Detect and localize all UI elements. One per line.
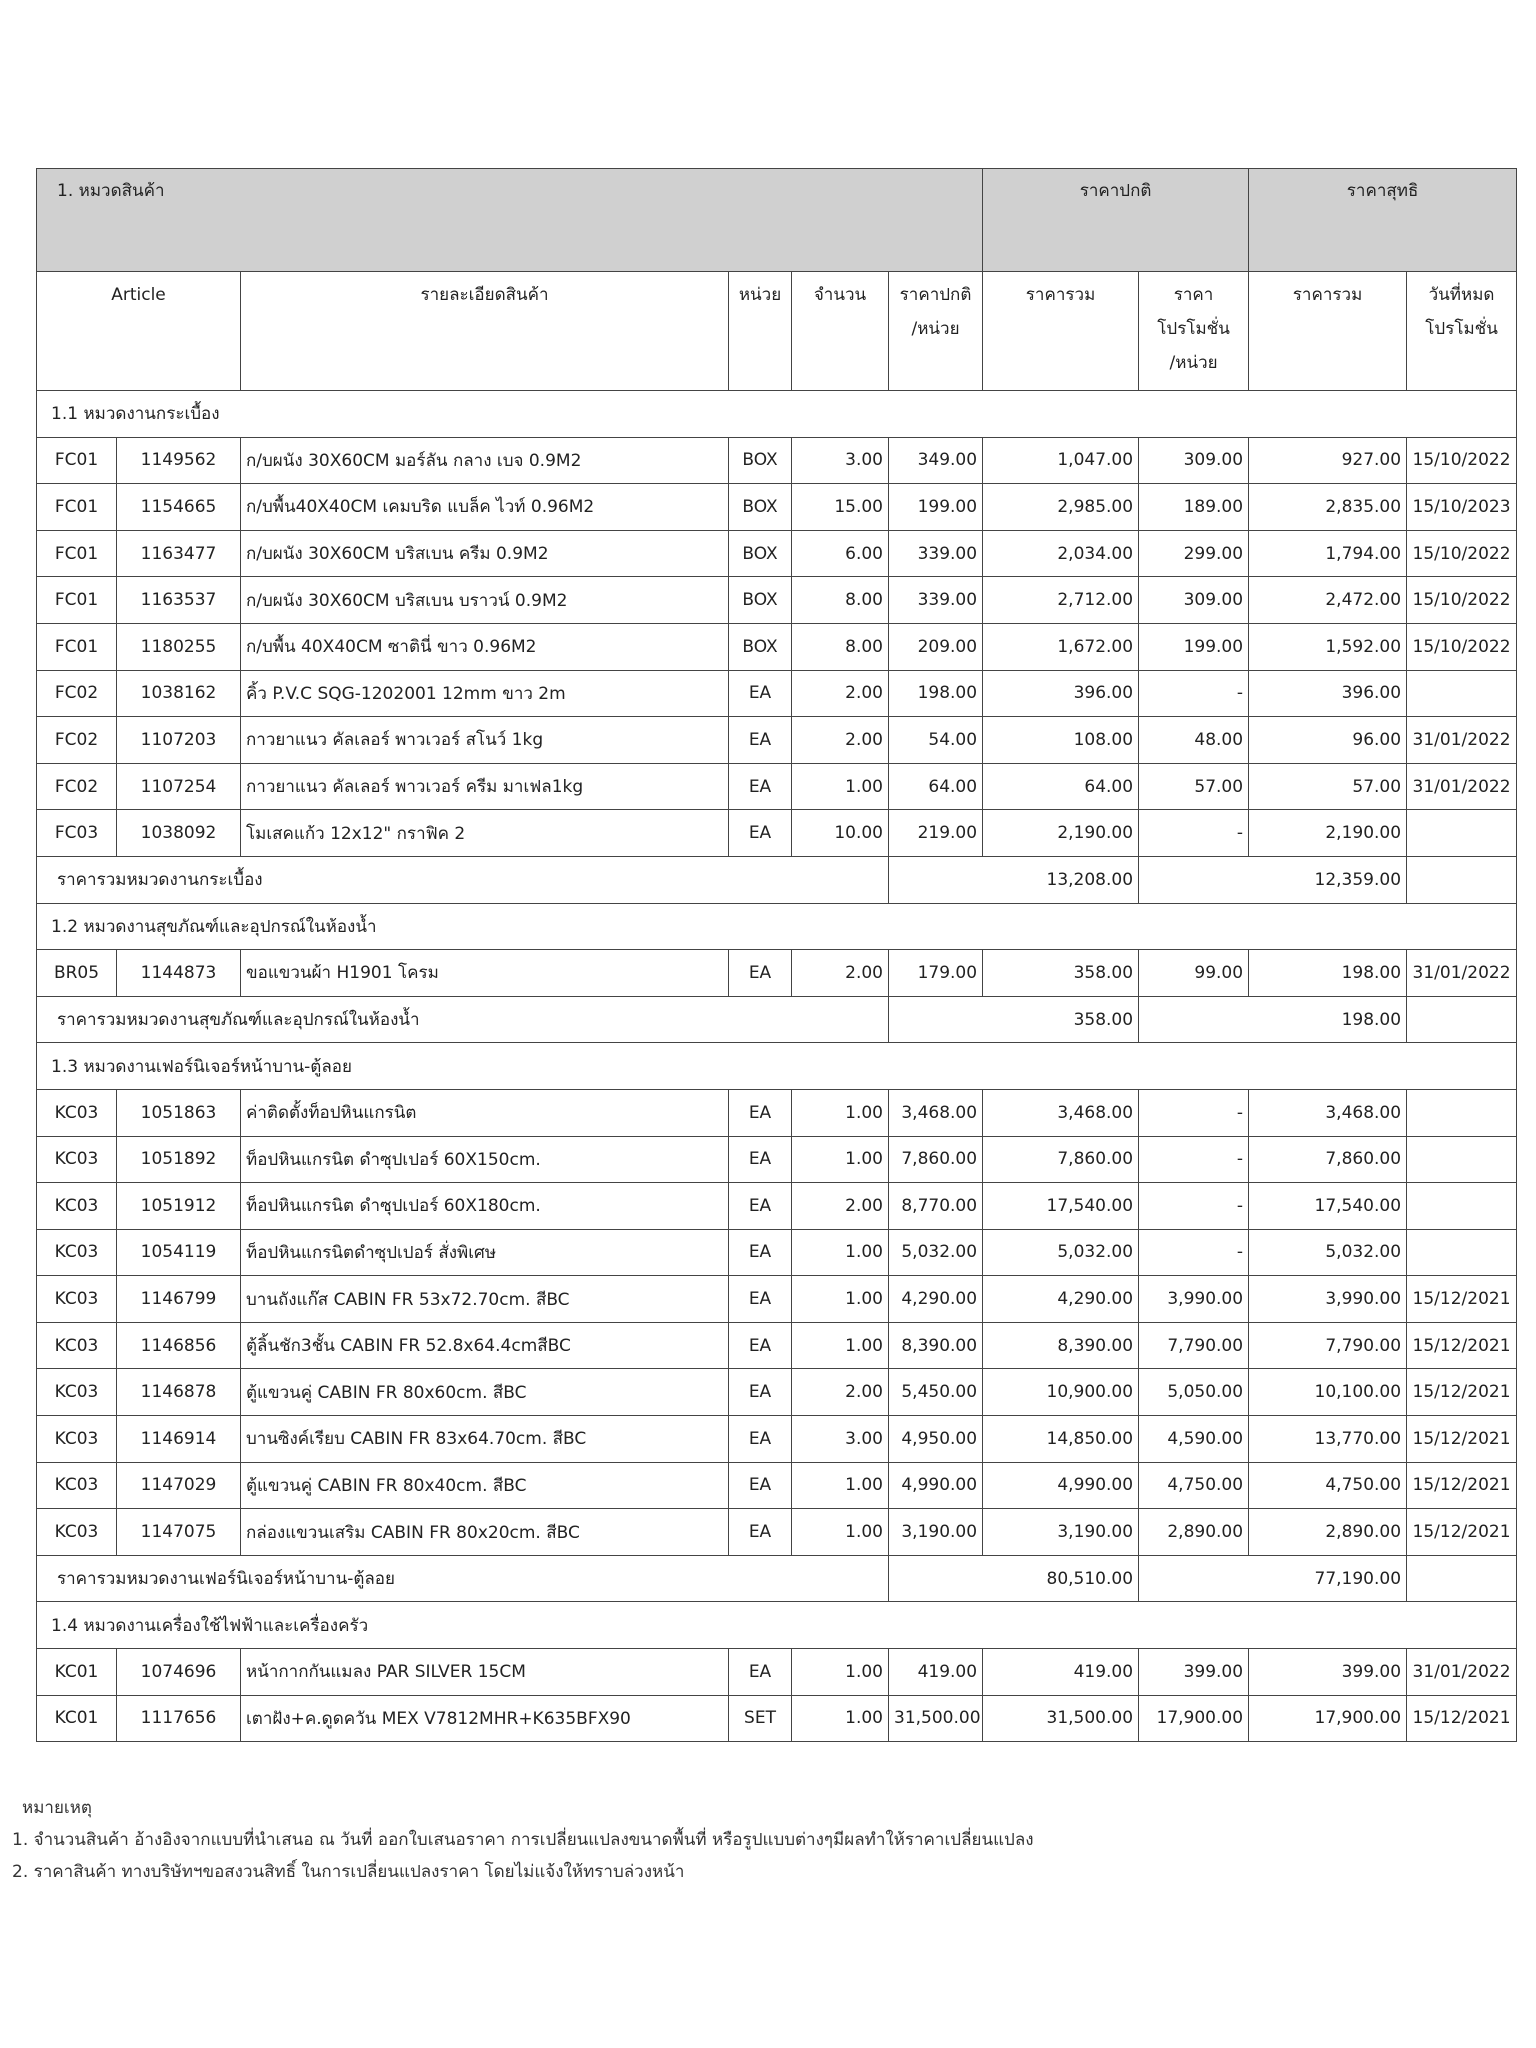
promo-price: 309.00	[1139, 577, 1249, 624]
subtotal-blank	[1407, 996, 1517, 1043]
section-title: 1.3 หมวดงานเฟอร์นิเจอร์หน้าบาน-ตู้ลอย	[37, 1043, 1517, 1090]
article-number: 1163477	[117, 530, 241, 577]
item-detail: ตู้แขวนคู่ CABIN FR 80x40cm. สีBC	[241, 1462, 729, 1509]
item-detail: ตู้แขวนคู่ CABIN FR 80x60cm. สีBC	[241, 1369, 729, 1416]
article-number: 1147075	[117, 1509, 241, 1556]
item-unit: EA	[729, 1462, 792, 1509]
net-total: 57.00	[1249, 763, 1407, 810]
unit-price: 4,950.00	[889, 1416, 983, 1463]
subtotal-regular: 80,510.00	[889, 1555, 1139, 1602]
net-total: 1,592.00	[1249, 623, 1407, 670]
item-qty: 1.00	[792, 1695, 889, 1742]
article-number: 1107203	[117, 717, 241, 764]
promo-price: 399.00	[1139, 1649, 1249, 1696]
table-row	[37, 950, 1517, 997]
category-code: FC01	[37, 437, 117, 484]
article-number: 1117656	[117, 1695, 241, 1742]
net-total: 10,100.00	[1249, 1369, 1407, 1416]
item-qty: 1.00	[792, 1229, 889, 1276]
line-total: 8,390.00	[983, 1322, 1139, 1369]
item-qty: 2.00	[792, 1183, 889, 1230]
unit-price: 339.00	[889, 577, 983, 624]
promo-price: -	[1139, 1136, 1249, 1183]
unit-price: 4,990.00	[889, 1462, 983, 1509]
item-detail: ก/บพื้น 40X40CM ซาตินี่ ขาว 0.96M2	[241, 623, 729, 670]
article-number: 1163537	[117, 577, 241, 624]
promo-price: -	[1139, 670, 1249, 717]
line-total: 396.00	[983, 670, 1139, 717]
subtotal-label: ราคารวมหมวดงานกระเบื้อง	[37, 856, 889, 903]
net-total: 198.00	[1249, 950, 1407, 997]
promo-price: -	[1139, 1229, 1249, 1276]
promo-price: -	[1139, 1183, 1249, 1230]
promo-end-date: 31/01/2022	[1407, 717, 1517, 764]
section-title: 1.1 หมวดงานกระเบื้อง	[37, 391, 1517, 438]
category-code: KC03	[37, 1183, 117, 1230]
promo-price: 5,050.00	[1139, 1369, 1249, 1416]
net-total: 4,750.00	[1249, 1462, 1407, 1509]
line-total: 4,290.00	[983, 1276, 1139, 1323]
promo-end-date: 15/10/2022	[1407, 623, 1517, 670]
unit-price: 8,390.00	[889, 1322, 983, 1369]
item-qty: 1.00	[792, 1462, 889, 1509]
line-total: 3,468.00	[983, 1089, 1139, 1136]
table-row	[37, 763, 1517, 810]
promo-end-date: 15/10/2022	[1407, 530, 1517, 577]
net-total: 396.00	[1249, 670, 1407, 717]
item-unit: EA	[729, 1136, 792, 1183]
item-unit: EA	[729, 670, 792, 717]
promo-end-date: 15/10/2022	[1407, 437, 1517, 484]
item-detail: ก/บพื้น40X40CM เคมบริด แบล็ค ไวท์ 0.96M2	[241, 484, 729, 531]
net-total: 7,790.00	[1249, 1322, 1407, 1369]
category-code: KC03	[37, 1462, 117, 1509]
item-qty: 1.00	[792, 1322, 889, 1369]
category-code: KC03	[37, 1089, 117, 1136]
article-number: 1180255	[117, 623, 241, 670]
item-detail: ก/บผนัง 30X60CM บริสเบน ครีม 0.9M2	[241, 530, 729, 577]
net-total: 3,990.00	[1249, 1276, 1407, 1323]
item-unit: EA	[729, 1322, 792, 1369]
line-total: 2,985.00	[983, 484, 1139, 531]
item-qty: 8.00	[792, 623, 889, 670]
promo-end-date: 15/12/2021	[1407, 1416, 1517, 1463]
item-unit: BOX	[729, 577, 792, 624]
item-detail: คิ้ว P.V.C SQG-1202001 12mm ขาว 2m	[241, 670, 729, 717]
item-unit: EA	[729, 1369, 792, 1416]
section-title-row	[37, 1043, 1517, 1090]
subtotal-label: ราคารวมหมวดงานเฟอร์นิเจอร์หน้าบาน-ตู้ลอย	[37, 1555, 889, 1602]
item-qty: 1.00	[792, 1509, 889, 1556]
item-unit: EA	[729, 1229, 792, 1276]
item-qty: 10.00	[792, 810, 889, 857]
line-total: 419.00	[983, 1649, 1139, 1696]
promo-end-date	[1407, 1183, 1517, 1230]
col-total: ราคารวม	[983, 272, 1139, 391]
item-unit: EA	[729, 950, 792, 997]
subtotal-net: 77,190.00	[1139, 1555, 1407, 1602]
line-total: 14,850.00	[983, 1416, 1139, 1463]
item-detail: ตู้ลิ้นชัก3ชั้น CABIN FR 52.8x64.4cmสีBC	[241, 1322, 729, 1369]
article-number: 1038162	[117, 670, 241, 717]
item-detail: ขอแขวนผ้า H1901 โครม	[241, 950, 729, 997]
unit-price: 419.00	[889, 1649, 983, 1696]
article-number: 1054119	[117, 1229, 241, 1276]
section-title: 1.2 หมวดงานสุขภัณฑ์และอุปกรณ์ในห้องน้ำ	[37, 903, 1517, 950]
item-detail: ท็อปหินแกรนิต ดำซุปเปอร์ 60X180cm.	[241, 1183, 729, 1230]
table-row	[37, 1416, 1517, 1463]
promo-end-date: 15/12/2021	[1407, 1462, 1517, 1509]
line-total: 4,990.00	[983, 1462, 1139, 1509]
article-number: 1146878	[117, 1369, 241, 1416]
col-promo-price: ราคา โปรโมชั่น /หน่วย	[1139, 272, 1249, 391]
item-unit: BOX	[729, 623, 792, 670]
item-qty: 2.00	[792, 670, 889, 717]
item-detail: ท็อปหินแกรนิตดำซุปเปอร์ สั่งพิเศษ	[241, 1229, 729, 1276]
item-unit: EA	[729, 1276, 792, 1323]
category-header: 1. หมวดสินค้า	[37, 169, 983, 272]
item-unit: BOX	[729, 484, 792, 531]
article-number: 1144873	[117, 950, 241, 997]
line-total: 1,672.00	[983, 623, 1139, 670]
item-unit: SET	[729, 1695, 792, 1742]
line-total: 358.00	[983, 950, 1139, 997]
table-row	[37, 1369, 1517, 1416]
line-total: 3,190.00	[983, 1509, 1139, 1556]
promo-price: 309.00	[1139, 437, 1249, 484]
table-row	[37, 1276, 1517, 1323]
item-detail: ท็อปหินแกรนิต ดำซุปเปอร์ 60X150cm.	[241, 1136, 729, 1183]
regular-price-header: ราคาปกติ	[983, 169, 1249, 272]
subtotal-blank	[1407, 856, 1517, 903]
note-item: 1. จำนวนสินค้า อ้างอิงจากแบบที่นำเสนอ ณ วันที่ ออกใบเสนอราคา การเปลี่ยนแปลงขนาดพื้นที่ หรือรูปแบบต่างๆมีผลทำให้ราคาเปลี่ยนแปลง	[12, 1830, 1034, 1850]
item-unit: EA	[729, 1089, 792, 1136]
article-number: 1154665	[117, 484, 241, 531]
table-row	[37, 717, 1517, 764]
promo-price: 189.00	[1139, 484, 1249, 531]
promo-end-date: 15/12/2021	[1407, 1509, 1517, 1556]
item-unit: EA	[729, 810, 792, 857]
col-unit-price: ราคาปกติ /หน่วย	[889, 272, 983, 391]
category-code: KC03	[37, 1276, 117, 1323]
section-title: 1.4 หมวดงานเครื่องใช้ไฟฟ้าและเครื่องครัว	[37, 1602, 1517, 1649]
item-detail: ก/บผนัง 30X60CM บริสเบน บราวน์ 0.9M2	[241, 577, 729, 624]
article-number: 1146914	[117, 1416, 241, 1463]
subtotal-row	[37, 856, 1517, 903]
quotation-table	[36, 168, 1517, 1742]
net-total: 5,032.00	[1249, 1229, 1407, 1276]
table-row	[37, 1462, 1517, 1509]
promo-price: 17,900.00	[1139, 1695, 1249, 1742]
category-code: FC01	[37, 484, 117, 531]
line-total: 7,860.00	[983, 1136, 1139, 1183]
item-qty: 1.00	[792, 1276, 889, 1323]
category-code: FC01	[37, 623, 117, 670]
col-article: Article	[37, 272, 241, 391]
quotation-table-container	[36, 168, 1516, 1742]
item-unit: EA	[729, 763, 792, 810]
net-total: 2,835.00	[1249, 484, 1407, 531]
unit-price: 64.00	[889, 763, 983, 810]
net-total: 2,190.00	[1249, 810, 1407, 857]
item-detail: โมเสคแก้ว 12x12" กราฟิค 2	[241, 810, 729, 857]
article-number: 1107254	[117, 763, 241, 810]
promo-price: 99.00	[1139, 950, 1249, 997]
line-total: 17,540.00	[983, 1183, 1139, 1230]
net-total: 3,468.00	[1249, 1089, 1407, 1136]
item-unit: BOX	[729, 437, 792, 484]
unit-price: 5,450.00	[889, 1369, 983, 1416]
promo-price: 4,590.00	[1139, 1416, 1249, 1463]
net-total: 2,472.00	[1249, 577, 1407, 624]
item-qty: 8.00	[792, 577, 889, 624]
subtotal-row	[37, 996, 1517, 1043]
unit-price: 7,860.00	[889, 1136, 983, 1183]
table-row	[37, 1649, 1517, 1696]
promo-price: 2,890.00	[1139, 1509, 1249, 1556]
net-total: 13,770.00	[1249, 1416, 1407, 1463]
category-code: KC01	[37, 1649, 117, 1696]
item-qty: 1.00	[792, 763, 889, 810]
article-number: 1146799	[117, 1276, 241, 1323]
promo-price: 57.00	[1139, 763, 1249, 810]
subtotal-net: 12,359.00	[1139, 856, 1407, 903]
article-number: 1038092	[117, 810, 241, 857]
subtotal-row	[37, 1555, 1517, 1602]
article-number: 1051863	[117, 1089, 241, 1136]
notes-heading: หมายเหตุ	[22, 1798, 92, 1818]
unit-price: 199.00	[889, 484, 983, 531]
table-row	[37, 577, 1517, 624]
article-number: 1051892	[117, 1136, 241, 1183]
table-row	[37, 1509, 1517, 1556]
promo-end-date	[1407, 810, 1517, 857]
promo-end-date	[1407, 1229, 1517, 1276]
line-total: 108.00	[983, 717, 1139, 764]
category-code: KC01	[37, 1695, 117, 1742]
promo-end-date	[1407, 1089, 1517, 1136]
item-qty: 15.00	[792, 484, 889, 531]
net-total: 399.00	[1249, 1649, 1407, 1696]
unit-price: 31,500.00	[889, 1695, 983, 1742]
promo-end-date: 15/12/2021	[1407, 1695, 1517, 1742]
item-qty: 1.00	[792, 1649, 889, 1696]
item-qty: 2.00	[792, 1369, 889, 1416]
item-unit: BOX	[729, 530, 792, 577]
item-unit: EA	[729, 1183, 792, 1230]
category-code: FC02	[37, 717, 117, 764]
net-total: 2,890.00	[1249, 1509, 1407, 1556]
subtotal-net: 198.00	[1139, 996, 1407, 1043]
unit-price: 54.00	[889, 717, 983, 764]
section-title-row	[37, 1602, 1517, 1649]
item-detail: กาวยาแนว คัลเลอร์ พาวเวอร์ สโนว์ 1kg	[241, 717, 729, 764]
promo-price: -	[1139, 1089, 1249, 1136]
table-row	[37, 1183, 1517, 1230]
category-code: KC03	[37, 1416, 117, 1463]
item-detail: กล่องแขวนเสริม CABIN FR 80x20cm. สีBC	[241, 1509, 729, 1556]
table-row	[37, 1695, 1517, 1742]
unit-price: 198.00	[889, 670, 983, 717]
table-row	[37, 670, 1517, 717]
col-detail: รายละเอียดสินค้า	[241, 272, 729, 391]
subtotal-regular: 13,208.00	[889, 856, 1139, 903]
item-qty: 2.00	[792, 950, 889, 997]
group-header-row	[37, 169, 1517, 272]
subtotal-regular: 358.00	[889, 996, 1139, 1043]
item-qty: 3.00	[792, 1416, 889, 1463]
item-detail: หน้ากากกันแมลง PAR SILVER 15CM	[241, 1649, 729, 1696]
promo-end-date: 31/01/2022	[1407, 950, 1517, 997]
net-total: 96.00	[1249, 717, 1407, 764]
net-total: 927.00	[1249, 437, 1407, 484]
promo-end-date: 31/01/2022	[1407, 763, 1517, 810]
table-row	[37, 623, 1517, 670]
item-detail: ก/บผนัง 30X60CM มอร์ลัน กลาง เบจ 0.9M2	[241, 437, 729, 484]
table-row	[37, 1089, 1517, 1136]
unit-price: 5,032.00	[889, 1229, 983, 1276]
promo-end-date	[1407, 1136, 1517, 1183]
promo-end-date: 15/10/2023	[1407, 484, 1517, 531]
item-unit: EA	[729, 717, 792, 764]
net-total: 17,900.00	[1249, 1695, 1407, 1742]
table-row	[37, 1229, 1517, 1276]
col-qty: จำนวน	[792, 272, 889, 391]
category-code: FC03	[37, 810, 117, 857]
line-total: 1,047.00	[983, 437, 1139, 484]
promo-price: 299.00	[1139, 530, 1249, 577]
category-code: KC03	[37, 1229, 117, 1276]
note-item: 2. ราคาสินค้า ทางบริษัทฯขอสงวนสิทธิ์ ในการเปลี่ยนแปลงราคา โดยไม่แจ้งให้ทราบล่วงหน้า	[12, 1862, 685, 1882]
subtotal-blank	[1407, 1555, 1517, 1602]
promo-end-date: 15/10/2022	[1407, 577, 1517, 624]
unit-price: 349.00	[889, 437, 983, 484]
col-promo-end: วันที่หมด โปรโมชั่น	[1407, 272, 1517, 391]
item-qty: 3.00	[792, 437, 889, 484]
promo-price: 199.00	[1139, 623, 1249, 670]
article-number: 1147029	[117, 1462, 241, 1509]
table-row	[37, 810, 1517, 857]
category-code: FC01	[37, 577, 117, 624]
promo-end-date	[1407, 670, 1517, 717]
column-header-row	[37, 272, 1517, 391]
section-title-row	[37, 391, 1517, 438]
article-number: 1149562	[117, 437, 241, 484]
table-row	[37, 437, 1517, 484]
promo-end-date: 15/12/2021	[1407, 1369, 1517, 1416]
unit-price: 339.00	[889, 530, 983, 577]
category-code: FC02	[37, 670, 117, 717]
line-total: 2,712.00	[983, 577, 1139, 624]
unit-price: 8,770.00	[889, 1183, 983, 1230]
promo-end-date: 15/12/2021	[1407, 1276, 1517, 1323]
unit-price: 4,290.00	[889, 1276, 983, 1323]
promo-end-date: 31/01/2022	[1407, 1649, 1517, 1696]
promo-price: 7,790.00	[1139, 1322, 1249, 1369]
category-code: KC03	[37, 1322, 117, 1369]
category-code: FC02	[37, 763, 117, 810]
item-detail: กาวยาแนว คัลเลอร์ พาวเวอร์ ครีม มาเฟล1kg	[241, 763, 729, 810]
col-unit: หน่วย	[729, 272, 792, 391]
line-total: 5,032.00	[983, 1229, 1139, 1276]
category-code: BR05	[37, 950, 117, 997]
subtotal-label: ราคารวมหมวดงานสุขภัณฑ์และอุปกรณ์ในห้องน้ำ	[37, 996, 889, 1043]
line-total: 64.00	[983, 763, 1139, 810]
unit-price: 3,190.00	[889, 1509, 983, 1556]
section-title-row	[37, 903, 1517, 950]
promo-price: 3,990.00	[1139, 1276, 1249, 1323]
net-price-header: ราคาสุทธิ	[1249, 169, 1517, 272]
promo-end-date: 15/12/2021	[1407, 1322, 1517, 1369]
unit-price: 3,468.00	[889, 1089, 983, 1136]
category-code: FC01	[37, 530, 117, 577]
net-total: 1,794.00	[1249, 530, 1407, 577]
article-number: 1146856	[117, 1322, 241, 1369]
category-code: KC03	[37, 1369, 117, 1416]
notes	[12, 1792, 1034, 1888]
line-total: 2,190.00	[983, 810, 1139, 857]
table-row	[37, 484, 1517, 531]
item-qty: 6.00	[792, 530, 889, 577]
net-total: 17,540.00	[1249, 1183, 1407, 1230]
article-number: 1074696	[117, 1649, 241, 1696]
table-row	[37, 1322, 1517, 1369]
category-code: KC03	[37, 1136, 117, 1183]
article-number: 1051912	[117, 1183, 241, 1230]
item-qty: 2.00	[792, 717, 889, 764]
net-total: 7,860.00	[1249, 1136, 1407, 1183]
item-unit: EA	[729, 1649, 792, 1696]
item-detail: ค่าติดตั้งท็อปหินแกรนิต	[241, 1089, 729, 1136]
promo-price: -	[1139, 810, 1249, 857]
unit-price: 219.00	[889, 810, 983, 857]
item-detail: เตาฝัง+ค.ดูดควัน MEX V7812MHR+K635BFX90	[241, 1695, 729, 1742]
unit-price: 209.00	[889, 623, 983, 670]
promo-price: 4,750.00	[1139, 1462, 1249, 1509]
line-total: 10,900.00	[983, 1369, 1139, 1416]
item-detail: บานถังแก๊ส CABIN FR 53x72.70cm. สีBC	[241, 1276, 729, 1323]
category-code: KC03	[37, 1509, 117, 1556]
item-unit: EA	[729, 1416, 792, 1463]
item-unit: EA	[729, 1509, 792, 1556]
promo-price: 48.00	[1139, 717, 1249, 764]
item-qty: 1.00	[792, 1089, 889, 1136]
item-qty: 1.00	[792, 1136, 889, 1183]
col-net-total: ราคารวม	[1249, 272, 1407, 391]
table-row	[37, 1136, 1517, 1183]
line-total: 2,034.00	[983, 530, 1139, 577]
unit-price: 179.00	[889, 950, 983, 997]
item-detail: บานซิงค์เรียบ CABIN FR 83x64.70cm. สีBC	[241, 1416, 729, 1463]
line-total: 31,500.00	[983, 1695, 1139, 1742]
table-row	[37, 530, 1517, 577]
